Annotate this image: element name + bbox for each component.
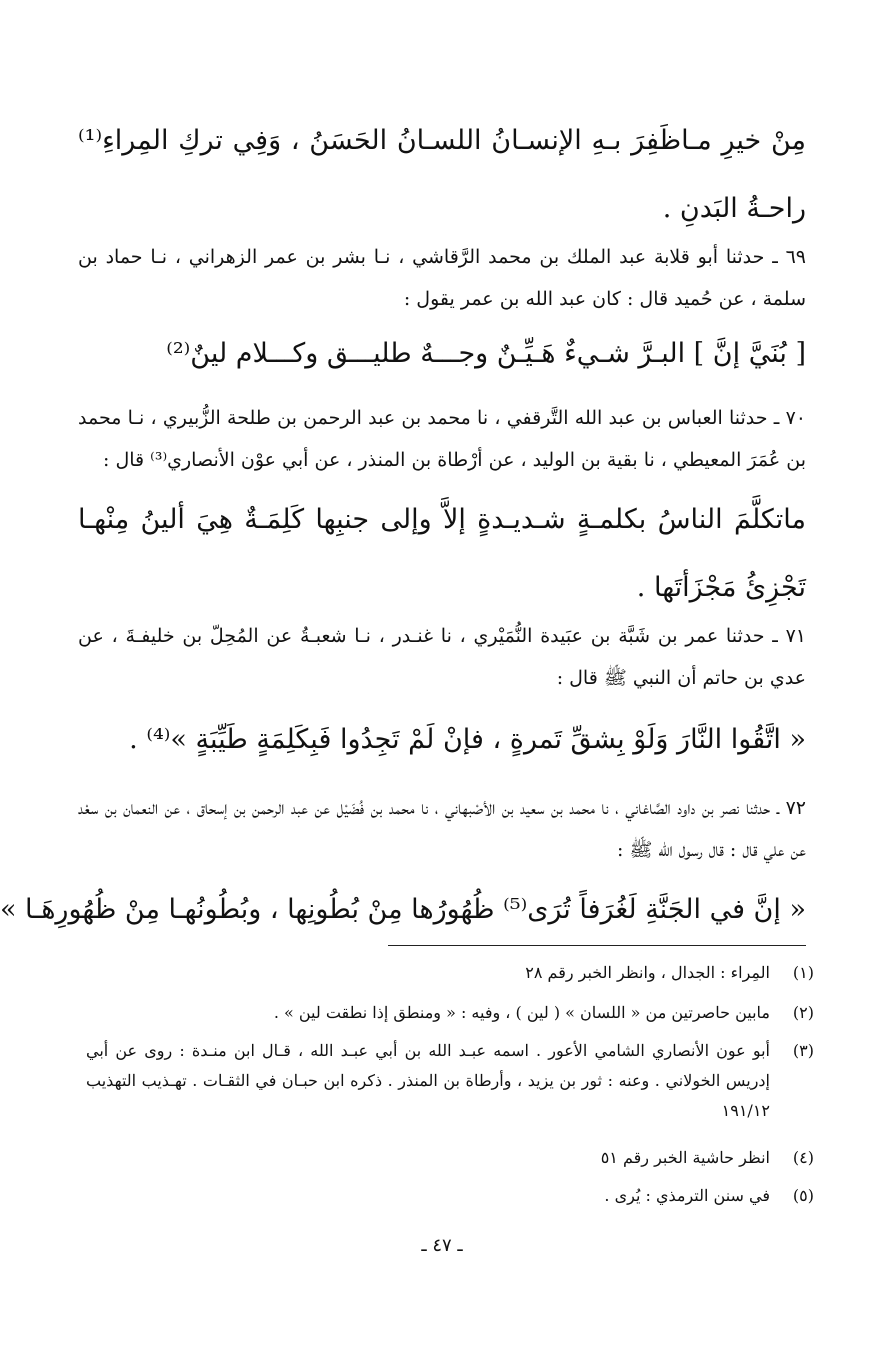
footnote-text: انظر حاشية الخبر رقم ٥١ [600,1148,770,1167]
footnote-text: أبو عون الأنصاري الشامي الأعور . اسمه عبـد الله بن أبي عبـد الله ، قـال ابن منـدة : روى عن أبي إدريس الخولاني . وعنه : ثور بن يزيد ، وأرطاة بن المنذر . ذكره ابن حبـان في الثقـات . تهـذيب التهذيب ١٩١/١٢ [86,1041,770,1120]
quote-ittaqu: « اتَّقُوا النَّارَ وَلَوْ بِشقِّ تَمرةٍ ، فإنْ لَمْ تَجِدُوا فَبِكَلِمَةٍ طَيِّبَةٍ »⁽⁴⁾ . [129,724,806,755]
footnote-4 [86,1143,814,1173]
footnote-number: (٤) [792,1148,814,1167]
quote-mira: مِنْ خيرِ مـاظَفِرَ بـهِ الإنسـانُ اللسـانُ الحَسَنُ ، وَفِي تركِ المِراءِ⁽¹⁾ راحـةُ البَدنِ . [78,125,806,224]
hadith-69: ٦٩ ـ حدثنا أبو قلابة عبد الملك بن محمد الرَّقاشي ، نـا بشر بن عمر الزهراني ، نـا حماد بن سلمة ، عن حُميد قال : كان عبد الله بن عمر يقول : [78,246,806,310]
footnote-text: مابين حاصرتين من « اللسان » ( لين ) ، وفيه : « ومنطق إذا نطقت لين » . [273,1003,770,1022]
quote-kalima: ماتكلَّمَ الناسُ بكلمـةٍ شـديـدةٍ إلاَّ وإلى جنبِها كَلِمَـةٌ هِيَ ألينُ مِنْهـا تَجْزِئُ مَجْزَأتَها . [78,504,806,603]
verse-birr: [ بُنَيَّ إنَّ ] البـرَّ شـيءٌ هَـيِّـنٌ وجـــهٌ طليـــق وكـــلام لينٌ⁽²⁾ [166,338,806,369]
footnote-1 [86,958,814,988]
footnote-number: (٥) [792,1186,814,1205]
page-number: ـ ٤٧ ـ [421,1235,463,1256]
hadith-72: ٧٢ ـ حدثنا نصر بن داود الصَّاغاني ، نا محمد بن سعيد بن الأصْبهاني ، نا محمد بن فُضَيْل عن عبد الرحمن بن إسحاق ، عن النعمان بن سعْد عن علي قال : قال رسول الله ﷺ : [78,797,806,861]
quote-ghuraf: « إنَّ في الجَنَّةِ لَغُرَفاً تُرَى⁽⁵⁾ ظُهُورُها مِنْ بُطُونِها ، وبُطُونُهـا مِنْ ظُهُورِهَـا » [0,894,806,925]
footnote-number: (٣) [792,1041,814,1060]
footnote-separator [388,945,806,946]
footnote-number: (١) [792,963,814,982]
footnote-3 [86,1036,814,1126]
hadith-71: ٧١ ـ حدثنا عمر بن شَبَّة بن عبَيدة النُّمَيْري ، نا غنـدر ، نـا شعبـةُ عن المُحِلّ بن خليفـةَ ، عن عدي بن حاتم أن النبي ﷺ قال : [78,625,806,689]
footnote-2 [86,998,814,1028]
hadith-70: ٧٠ ـ حدثنا العباس بن عبد الله التَّرقفي ، نا محمد بن عبد الرحمن بن طلحة الزُّبيري ، نـا محمد بن عُمَرَ المعيطي ، نا بقية بن الوليد ، عن أرْطاة بن المنذر ، عن أبي عوْن الأنصاري⁽³⁾ قال : [78,407,806,471]
footnote-number: (٢) [792,1003,814,1022]
footnote-text: المِراء : الجدال ، وانظر الخبر رقم ٢٨ [525,963,770,982]
footnote-5 [86,1181,814,1211]
footnote-text: في سنن الترمذي : يُرى . [604,1186,770,1205]
